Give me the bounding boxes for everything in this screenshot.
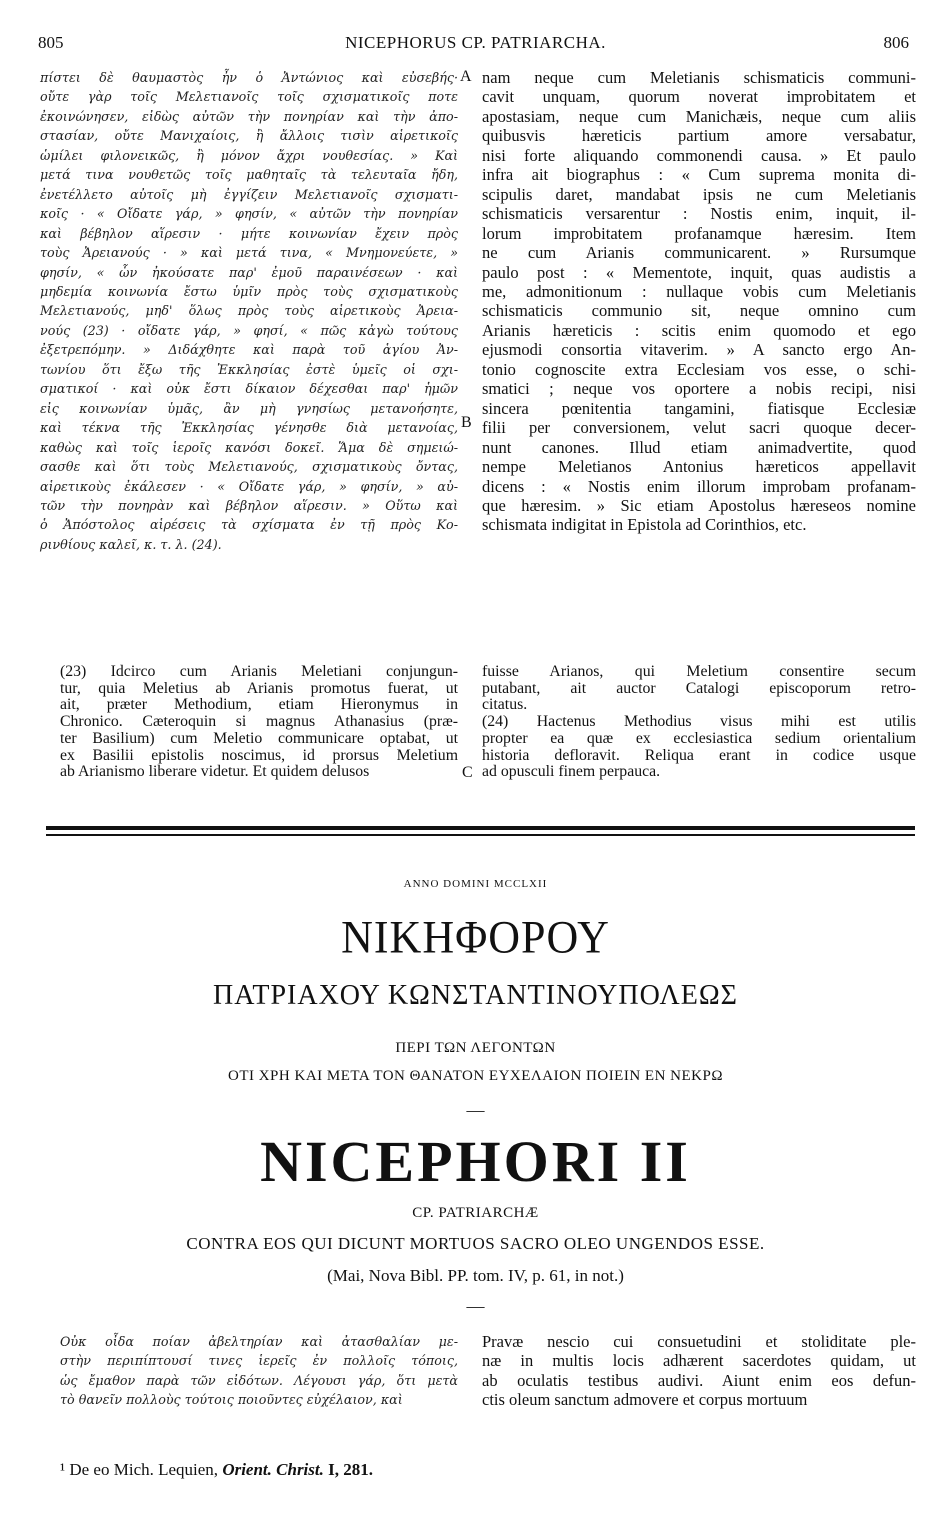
greek-text-line: σασθε καὶ ὅτι τοὺς Μελετιανούς, σχισματικοὺς ὄντας, xyxy=(40,459,458,475)
footnote-line: ex Basilii epistolis noscimus, id prorsus Meletium xyxy=(60,746,458,764)
margin-letter-a: A xyxy=(460,68,472,85)
footnote-line: ad opusculi finem perpauca. xyxy=(482,763,661,781)
latin-text-line: nunt canones. Illud etiam animadvertite, quod xyxy=(482,437,916,457)
greek-text-line: ὡς ἔμαθον παρὰ τῶν εἰδότων. Λέγουσι γάρ, ὅτι μετὰ xyxy=(60,1372,458,1388)
greek-text-line: ὡμίλει φιλονεικῶς, ἢ μόνον ἄχρι νουθεσίας. » Καὶ xyxy=(40,147,458,163)
footnotes-left xyxy=(60,664,458,781)
greek-text-line: μετά τινα νουθετῶς τοῖς μαθηταῖς τὰ τελευταῖα ἤδη, xyxy=(40,167,458,183)
greek-text-line: στὴν περιπίπτουσί τινες ἱερεῖς ἐν πολλοῖς τόποις, xyxy=(60,1353,458,1369)
latin-text-line: ab oculatis testibus audivi. Aiunt enim eos defun- xyxy=(482,1370,916,1390)
greek-text-line: μηδεμία κοινωνία ἔστω ὑμῖν πρὸς τοὺς σχισματικοὺς xyxy=(40,283,458,299)
footnote-line: (23) Idcirco cum Arianis Meletiani conjungun- xyxy=(60,663,458,680)
footnote-line: ter Basilium) cum Meletio communicare optabat, ut xyxy=(60,729,458,747)
latin-text-line: schismaticis communio sit, neque omnino cum xyxy=(482,301,916,321)
latin-text-line: schismata indigitat in Epistola ad Corinthios, etc. xyxy=(482,515,807,535)
latin-text-line: næ in multis locis adhærent sacerdotes quidam, ut xyxy=(482,1351,916,1371)
latin-text-line: dicens : « Nostis enim illorum improbam profanam- xyxy=(482,476,916,496)
footnote-line: ait, præter Methodium, etiam Hieronymus in xyxy=(60,696,458,714)
greek-text-line: οὔτε γὰρ τοῖς Μελετιανοῖς τοῖς σχισματικοῖς ποτε xyxy=(40,89,458,105)
greek-text-line: ὁ Ἀπόστολος αἱρέσεις τὰ σχίσματα ἐν τῇ πρὸς Κο- xyxy=(40,517,458,533)
latin-text-line: que hæresim. » Sic etiam Apostolus hæreseos nomine xyxy=(482,495,916,515)
latin-title: NICEPHORI II xyxy=(260,1129,691,1194)
greek-text-line: κοῖς · « Οἴδατε γάρ, » φησίν, « αὐτῶν τὴν πονηρίαν xyxy=(40,206,458,222)
page-footnote xyxy=(60,1460,373,1480)
footnote-line: citatus. xyxy=(482,696,528,714)
footnote-line: fuisse Arianos, qui Meletium consentire secum xyxy=(482,663,916,680)
margin-letter-c: C xyxy=(462,764,473,781)
greek-text-line: φησίν, « ὧν ἠκούσατε παρ' ἐμοῦ παραινέσεων · καὶ xyxy=(40,264,458,280)
footnote-line: propter ea quæ ex ecclesiastica sedium orientalium xyxy=(482,729,916,747)
section-rule-thin xyxy=(46,834,915,836)
greek-column-top xyxy=(40,68,458,554)
latin-column-top xyxy=(482,68,916,535)
footnote-line: putabant, ait auctor Catalogi episcoporum retro- xyxy=(482,679,916,697)
greek-text-line: πίστει δὲ θαυμαστὸς ἦν ὁ Ἀντώνιος καὶ εὐσεβής· xyxy=(40,70,458,85)
page-header xyxy=(0,33,951,57)
greek-heading-line-2: ΟΤΙ ΧΡΗ ΚΑΙ ΜΕΤΑ ΤΟΝ ΘΑΝΑΤΟΝ ΕΥΧΕΛΑΙΟΝ ΠΟΙΕΙΝ ΕΝ ΝΕΚΡΩ xyxy=(227,1068,723,1084)
source-citation: (Mai, Nova Bibl. PP. tom. IV, p. 61, in not.) xyxy=(327,1266,624,1285)
footnotes-right xyxy=(482,664,916,781)
footnote-line: ab Arianismo liberare videtur. Et quidem delusos xyxy=(60,763,370,781)
greek-text-line: νούς (23) · οἴδατε γάρ, » φησί, « πῶς κἀγὼ τούτους xyxy=(40,322,458,338)
latin-text-line: apostasiam, neque cum Manichæis, neque cum aliis xyxy=(482,106,916,126)
footnote-tail: I, 281. xyxy=(328,1460,373,1479)
latin-text-line: filii per conversionem, velut sacri quoque decer- xyxy=(482,418,916,438)
greek-text-line: καὶ τέκνα τῆς Ἐκκλησίας γένησθε διὰ μετανοίας, xyxy=(40,420,458,436)
greek-text-line: ἐνετέλλετο αὐτοῖς μὴ ἐγγίζειν Μελετιανοῖς σχισματι- xyxy=(40,186,458,202)
greek-text-line: τὸ θανεῖν πολλοὺς τούτοις ποιοῦντες εὐχέλαιον, καὶ xyxy=(60,1392,403,1408)
latin-subtitle: CP. PATRIARCHÆ xyxy=(412,1205,539,1221)
latin-text-line: cavit unquam, quorum noverat improbitatem et xyxy=(482,87,916,107)
latin-text-line: lorum improbitatem profanamque hæresim. Item xyxy=(482,223,916,243)
title-dash: — xyxy=(466,1100,485,1120)
latin-text-line: paulo post : « Mementote, inquit, quas audistis a xyxy=(482,262,916,282)
latin-text-line: smatici ; neque vos oportere a nobis recipi, nisi xyxy=(482,379,916,399)
latin-text-line: scipulis daret, mandabat ipsis ne cum Meletianis xyxy=(482,184,916,204)
greek-text-line: ἐξετρεπόμην. » Διδάχθητε καὶ παρὰ τοῦ ἁγίου Ἀν- xyxy=(40,342,458,358)
section-rule-thick xyxy=(46,826,915,830)
greek-text-line: τωνίου ὅτι ἔξω τῆς Ἐκκλησίας ἐστὲ ὑμεῖς οἱ σχι- xyxy=(40,361,458,377)
greek-text-line: Μελετιανούς, μηδ' ὅλως πρὸς τοὺς αἱρετικοὺς Ἀρεια- xyxy=(40,303,458,319)
latin-text-line: nisi forte aliquando commonendi causa. » Et paulo xyxy=(482,145,916,165)
latin-text-line: nempe Meletianos Antonius hæreticos appellavit xyxy=(482,457,916,477)
greek-heading-line-1: ΠΕΡΙ ΤΩΝ ΛΕΓΟΝΤΩΝ xyxy=(395,1040,556,1056)
anno-domini: ANNO DOMINI MCCLXII xyxy=(403,878,548,890)
page-number-left: 805 xyxy=(38,33,64,52)
greek-column-bottom xyxy=(60,1332,458,1410)
greek-text-line: εἰς κοινωνίαν ὑμᾶς, ἂν μὴ γνησίως μετανοήσητε, xyxy=(40,400,458,416)
latin-text-line: quibusvis hæreticis partium amore versabatur, xyxy=(482,126,916,146)
greek-text-line: Οὐκ οἶδα ποίαν ἀβελτηρίαν καὶ ἀτασθαλίαν με- xyxy=(60,1334,458,1349)
footnote-italic: Orient. Christ. xyxy=(222,1460,324,1479)
running-title: NICEPHORUS CP. PATRIARCHA. xyxy=(345,33,606,52)
latin-text-line: schismaticis versarentur : Nostis enim, inquit, il- xyxy=(482,204,916,224)
greek-text-line: ρινθίους καλεῖ, κ. τ. λ. (24). xyxy=(40,536,222,552)
latin-text-line: ctis oleum sanctum admovere et corpus mortuum xyxy=(482,1390,808,1410)
margin-letter-b: B xyxy=(461,414,472,431)
footnote-lead: De eo Mich. Lequien, xyxy=(69,1460,219,1479)
latin-text-line: Arianis hæreticis : scitis enim quomodo et ego xyxy=(482,320,916,340)
latin-text-line: sincera pœnitentia tangamini, fiatisque Ecclesiæ xyxy=(482,398,916,418)
footnote-line: Chronico. Cæteroquin si magnus Athanasius (præ- xyxy=(60,713,458,731)
footnote-mark: ¹ xyxy=(60,1460,66,1479)
latin-text-line: nam neque cum Meletianis schismaticis communi- xyxy=(482,68,916,87)
greek-text-line: καθὼς καὶ τοῖς ἱεροῖς κανόσι δοκεῖ. Ἅμα δὲ σημειώ- xyxy=(40,439,458,455)
greek-text-line: καὶ βέβηλον αἵρεσιν · μήτε κοινωνίαν ἔχειν πρὸς xyxy=(40,225,458,241)
latin-column-bottom xyxy=(482,1332,916,1410)
latin-text-line: infra ait biographus : « Cum suprema monita di- xyxy=(482,165,916,185)
greek-text-line: τῶν τὴν πονηρὰν καὶ βέβηλον αἵρεσιν. » Οὕτω καὶ xyxy=(40,497,458,513)
title-dash-2: — xyxy=(466,1296,485,1316)
greek-title: ΝΙΚΗΦΟΡΟΥ xyxy=(341,911,610,964)
greek-subtitle: ΠΑΤΡΙΑΧΟΥ ΚΩΝΣΤΑΝΤΙΝΟΥΠΟΛΕΩΣ xyxy=(213,980,738,1011)
latin-text-line: ne cum Arianis communicarent. » Rursumque xyxy=(482,243,916,263)
greek-text-line: σματικοί · καὶ οὐκ ἔστι δίκαιον δέχεσθαι παρ' ἡμῶν xyxy=(40,381,458,397)
greek-text-line: τοὺς Ἀρειανούς · » καὶ μετά τινα, « Μνημονεύετε, » xyxy=(40,245,458,261)
latin-heading: CONTRA EOS QUI DICUNT MORTUOS SACRO OLEO UNGENDOS ESSE. xyxy=(186,1234,765,1253)
greek-text-line: στασίαν, οὔτε Μανιχαίοις, ἢ ἄλλοις τισὶν αἱρετικοῖς xyxy=(40,128,458,144)
latin-text-line: tonio cognoscite extra Ecclesiam vos esse, o schi- xyxy=(482,359,916,379)
greek-text-line: ἐκοινώνησεν, εἰδὼς αὐτῶν τὴν πονηρίαν καὶ τὴν ἀπο- xyxy=(40,108,458,124)
footnote-line: historia defloravit. Reliqua erant in codice usque xyxy=(482,746,916,764)
footnote-line: (24) Hactenus Methodius visus mihi est utilis xyxy=(482,713,916,731)
latin-text-line: ejusmodi consortia vitaverim. » A sancto ergo An- xyxy=(482,340,916,360)
greek-text-line: αἱρετικοὺς ἐκάλεσεν · « Οἴδατε γάρ, » φησίν, » αὐ- xyxy=(40,478,458,494)
page-number-right: 806 xyxy=(883,33,909,52)
latin-text-line: Pravæ nescio cui consuetudini et stoliditate ple- xyxy=(482,1332,916,1351)
footnote-line: tur, quia Meletius ab Arianis promotus fuerat, ut xyxy=(60,679,458,697)
latin-text-line: me, admonitionum : nullaque vobis cum Meletianis xyxy=(482,281,916,301)
